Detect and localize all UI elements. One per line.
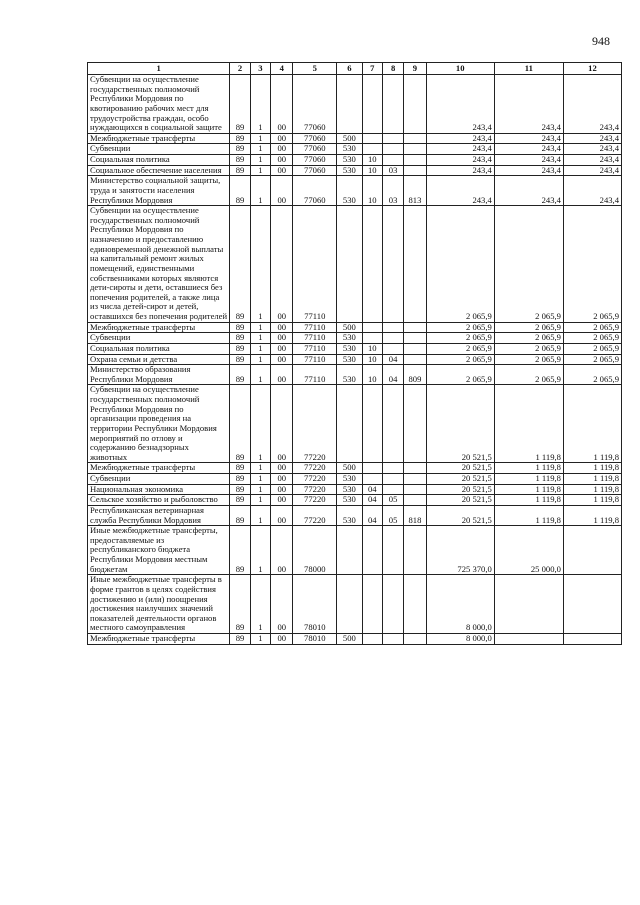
cell-name: Межбюджетные трансферты	[88, 463, 230, 474]
cell-amount-12: 243,4	[563, 144, 621, 155]
cell-code-9	[404, 463, 426, 474]
cell-code-3: 1	[250, 206, 270, 323]
cell-amount-12: 1 119,8	[563, 385, 621, 463]
cell-amount-12: 1 119,8	[563, 463, 621, 474]
cell-code-5: 77110	[293, 322, 337, 333]
cell-amount-10: 243,4	[426, 176, 494, 206]
cell-code-5: 77110	[293, 343, 337, 354]
cell-code-9: 818	[404, 505, 426, 525]
cell-code-7	[362, 144, 382, 155]
cell-name: Национальная экономика	[88, 484, 230, 495]
cell-code-9	[404, 385, 426, 463]
table-row	[88, 176, 622, 206]
cell-amount-10: 2 065,9	[426, 322, 494, 333]
cell-code-7: 10	[362, 343, 382, 354]
cell-amount-11	[494, 634, 563, 645]
cell-amount-10: 20 521,5	[426, 474, 494, 485]
column-header-10: 10	[426, 63, 494, 75]
cell-amount-12: 2 065,9	[563, 206, 621, 323]
cell-code-5: 77110	[293, 354, 337, 365]
cell-code-5: 77220	[293, 505, 337, 525]
cell-code-3: 1	[250, 333, 270, 344]
table-row	[88, 634, 622, 645]
cell-code-9	[404, 484, 426, 495]
cell-code-8: 04	[382, 354, 403, 365]
cell-code-8	[382, 144, 403, 155]
cell-code-9: 813	[404, 176, 426, 206]
cell-code-9	[404, 354, 426, 365]
cell-amount-10: 243,4	[426, 144, 494, 155]
cell-code-2: 89	[230, 526, 250, 575]
cell-code-2: 89	[230, 206, 250, 323]
cell-name: Социальное обеспечение населения	[88, 165, 230, 176]
table-row	[88, 526, 622, 575]
cell-code-3: 1	[250, 144, 270, 155]
cell-code-7	[362, 206, 382, 323]
cell-code-5: 77060	[293, 75, 337, 134]
cell-code-7	[362, 133, 382, 144]
cell-name: Иные межбюджетные трансферты, предоставляемые из республиканского бюджета Республики Мордовия местным бюджетам	[88, 526, 230, 575]
table-row	[88, 206, 622, 323]
cell-code-9	[404, 333, 426, 344]
cell-code-5: 77220	[293, 474, 337, 485]
cell-amount-11: 243,4	[494, 144, 563, 155]
cell-code-9	[404, 165, 426, 176]
cell-code-3: 1	[250, 365, 270, 385]
table-row	[88, 365, 622, 385]
cell-code-6	[337, 575, 362, 634]
cell-code-9	[404, 343, 426, 354]
cell-code-7	[362, 463, 382, 474]
cell-code-3: 1	[250, 155, 270, 166]
table-row	[88, 495, 622, 506]
cell-code-9: 809	[404, 365, 426, 385]
cell-code-3: 1	[250, 474, 270, 485]
cell-code-5: 77060	[293, 176, 337, 206]
cell-amount-12: 243,4	[563, 176, 621, 206]
cell-amount-11: 2 065,9	[494, 206, 563, 323]
table-row	[88, 484, 622, 495]
cell-code-6: 500	[337, 634, 362, 645]
cell-code-8	[382, 133, 403, 144]
cell-code-9	[404, 474, 426, 485]
cell-code-8	[382, 343, 403, 354]
cell-amount-10: 20 521,5	[426, 463, 494, 474]
table-row	[88, 343, 622, 354]
cell-code-5: 77060	[293, 133, 337, 144]
cell-code-4: 00	[271, 474, 293, 485]
cell-amount-12: 1 119,8	[563, 505, 621, 525]
cell-code-4: 00	[271, 75, 293, 134]
cell-name: Министерство социальной защиты, труда и занятости населения Республики Мордовия	[88, 176, 230, 206]
cell-code-8	[382, 322, 403, 333]
cell-amount-10: 243,4	[426, 165, 494, 176]
cell-code-9	[404, 634, 426, 645]
cell-code-3: 1	[250, 343, 270, 354]
cell-amount-10: 2 065,9	[426, 365, 494, 385]
cell-code-8: 04	[382, 365, 403, 385]
cell-name: Социальная политика	[88, 155, 230, 166]
cell-code-7: 10	[362, 165, 382, 176]
cell-code-8	[382, 75, 403, 134]
cell-code-4: 00	[271, 463, 293, 474]
table-row	[88, 155, 622, 166]
cell-code-4: 00	[271, 133, 293, 144]
cell-code-6	[337, 206, 362, 323]
cell-code-7: 04	[362, 484, 382, 495]
table-row	[88, 463, 622, 474]
cell-code-8	[382, 484, 403, 495]
cell-code-3: 1	[250, 176, 270, 206]
table-row	[88, 165, 622, 176]
cell-code-5: 78010	[293, 575, 337, 634]
cell-amount-11: 2 065,9	[494, 322, 563, 333]
cell-name: Межбюджетные трансферты	[88, 634, 230, 645]
cell-amount-12: 2 065,9	[563, 333, 621, 344]
cell-code-3: 1	[250, 354, 270, 365]
table-row	[88, 385, 622, 463]
cell-code-6: 530	[337, 365, 362, 385]
cell-code-5: 78000	[293, 526, 337, 575]
cell-code-7: 04	[362, 495, 382, 506]
cell-code-2: 89	[230, 495, 250, 506]
cell-code-4: 00	[271, 575, 293, 634]
table-row	[88, 354, 622, 365]
cell-code-8	[382, 385, 403, 463]
cell-amount-10: 243,4	[426, 75, 494, 134]
cell-code-5: 77110	[293, 333, 337, 344]
page-number: 948	[592, 34, 610, 48]
cell-code-9	[404, 322, 426, 333]
table-row	[88, 474, 622, 485]
cell-code-4: 00	[271, 322, 293, 333]
cell-code-2: 89	[230, 365, 250, 385]
cell-amount-11: 243,4	[494, 176, 563, 206]
cell-code-3: 1	[250, 165, 270, 176]
cell-code-8	[382, 634, 403, 645]
cell-amount-11: 2 065,9	[494, 333, 563, 344]
cell-amount-12: 2 065,9	[563, 354, 621, 365]
cell-code-5: 77060	[293, 144, 337, 155]
column-header-12: 12	[563, 63, 621, 75]
cell-amount-12: 243,4	[563, 133, 621, 144]
cell-amount-10: 20 521,5	[426, 505, 494, 525]
cell-code-7	[362, 474, 382, 485]
cell-code-6	[337, 526, 362, 575]
cell-amount-10: 20 521,5	[426, 495, 494, 506]
cell-code-3: 1	[250, 495, 270, 506]
cell-code-5: 78010	[293, 634, 337, 645]
column-header-1: 1	[88, 63, 230, 75]
cell-name: Республиканская ветеринарная служба Республики Мордовия	[88, 505, 230, 525]
cell-code-8	[382, 155, 403, 166]
cell-code-9	[404, 495, 426, 506]
table-row	[88, 144, 622, 155]
cell-code-7	[362, 575, 382, 634]
cell-code-7	[362, 526, 382, 575]
cell-amount-10: 8 000,0	[426, 634, 494, 645]
cell-amount-12: 243,4	[563, 155, 621, 166]
cell-code-8	[382, 333, 403, 344]
cell-code-4: 00	[271, 385, 293, 463]
table-row	[88, 322, 622, 333]
cell-amount-11: 243,4	[494, 133, 563, 144]
cell-amount-10: 243,4	[426, 133, 494, 144]
cell-code-6: 530	[337, 333, 362, 344]
cell-code-5: 77110	[293, 365, 337, 385]
cell-name: Министерство образования Республики Мордовия	[88, 365, 230, 385]
cell-amount-11: 1 119,8	[494, 474, 563, 485]
cell-code-3: 1	[250, 133, 270, 144]
cell-code-2: 89	[230, 176, 250, 206]
cell-code-6: 530	[337, 155, 362, 166]
cell-code-2: 89	[230, 133, 250, 144]
cell-amount-11: 2 065,9	[494, 354, 563, 365]
cell-code-6: 500	[337, 133, 362, 144]
cell-code-3: 1	[250, 634, 270, 645]
cell-amount-12	[563, 634, 621, 645]
cell-code-7	[362, 634, 382, 645]
cell-amount-11	[494, 575, 563, 634]
cell-amount-12	[563, 575, 621, 634]
cell-code-7	[362, 322, 382, 333]
cell-code-2: 89	[230, 155, 250, 166]
cell-code-6: 530	[337, 343, 362, 354]
cell-code-6: 500	[337, 322, 362, 333]
cell-amount-11: 2 065,9	[494, 343, 563, 354]
cell-code-2: 89	[230, 575, 250, 634]
cell-code-4: 00	[271, 526, 293, 575]
cell-code-8	[382, 206, 403, 323]
cell-code-8	[382, 526, 403, 575]
cell-code-6: 530	[337, 354, 362, 365]
cell-code-9	[404, 526, 426, 575]
cell-code-2: 89	[230, 322, 250, 333]
cell-code-4: 00	[271, 144, 293, 155]
cell-code-5: 77220	[293, 495, 337, 506]
cell-code-6: 530	[337, 176, 362, 206]
cell-code-4: 00	[271, 165, 293, 176]
cell-code-2: 89	[230, 75, 250, 134]
cell-code-4: 00	[271, 206, 293, 323]
cell-code-6	[337, 75, 362, 134]
cell-code-4: 00	[271, 634, 293, 645]
table-body	[88, 75, 622, 645]
cell-code-2: 89	[230, 354, 250, 365]
cell-amount-12: 1 119,8	[563, 474, 621, 485]
cell-amount-10: 2 065,9	[426, 354, 494, 365]
cell-name: Межбюджетные трансферты	[88, 322, 230, 333]
cell-code-4: 00	[271, 495, 293, 506]
column-header-11: 11	[494, 63, 563, 75]
budget-table	[87, 62, 622, 645]
header-row	[88, 63, 622, 75]
cell-name: Охрана семьи и детства	[88, 354, 230, 365]
cell-amount-10: 20 521,5	[426, 385, 494, 463]
cell-code-4: 00	[271, 365, 293, 385]
cell-code-8: 03	[382, 176, 403, 206]
cell-name: Межбюджетные трансферты	[88, 133, 230, 144]
cell-amount-11: 1 119,8	[494, 484, 563, 495]
column-header-5: 5	[293, 63, 337, 75]
cell-code-8	[382, 474, 403, 485]
cell-code-7: 04	[362, 505, 382, 525]
cell-code-7	[362, 75, 382, 134]
cell-code-4: 00	[271, 505, 293, 525]
cell-name: Иные межбюджетные трансферты в форме грантов в целях содействия достижению и (или) поощрения достижения наилучших значений показателей деятельности органов местного самоуправления	[88, 575, 230, 634]
cell-code-9	[404, 155, 426, 166]
cell-code-2: 89	[230, 144, 250, 155]
cell-amount-11: 1 119,8	[494, 463, 563, 474]
column-header-6: 6	[337, 63, 362, 75]
cell-amount-12: 1 119,8	[563, 495, 621, 506]
cell-code-2: 89	[230, 463, 250, 474]
cell-code-4: 00	[271, 333, 293, 344]
cell-code-9	[404, 144, 426, 155]
cell-code-3: 1	[250, 575, 270, 634]
cell-code-9	[404, 206, 426, 323]
cell-amount-10: 2 065,9	[426, 333, 494, 344]
cell-code-2: 89	[230, 505, 250, 525]
column-header-2: 2	[230, 63, 250, 75]
column-header-3: 3	[250, 63, 270, 75]
cell-amount-11: 2 065,9	[494, 365, 563, 385]
cell-amount-10: 20 521,5	[426, 484, 494, 495]
cell-name: Субвенции на осуществление государственных полномочий Республики Мордовия по назначению и предоставлению единовременной денежной выплаты на капитальный ремонт жилых помещений, единственными собственниками которых являются дети-сироты и дети, оставшиеся без попечения родителей, а также лица из числа детей-сирот и детей, оставшихся без попечения родителей	[88, 206, 230, 323]
cell-code-2: 89	[230, 484, 250, 495]
cell-code-7: 10	[362, 365, 382, 385]
cell-code-7: 10	[362, 176, 382, 206]
cell-code-9	[404, 575, 426, 634]
cell-code-6: 530	[337, 144, 362, 155]
cell-code-2: 89	[230, 165, 250, 176]
cell-code-3: 1	[250, 505, 270, 525]
cell-code-4: 00	[271, 155, 293, 166]
cell-code-2: 89	[230, 343, 250, 354]
cell-code-7: 10	[362, 354, 382, 365]
cell-code-4: 00	[271, 176, 293, 206]
cell-code-5: 77060	[293, 165, 337, 176]
cell-code-6	[337, 385, 362, 463]
cell-code-3: 1	[250, 484, 270, 495]
cell-code-6: 530	[337, 474, 362, 485]
cell-name: Социальная политика	[88, 343, 230, 354]
cell-code-8: 05	[382, 495, 403, 506]
cell-name: Субвенции	[88, 474, 230, 485]
cell-amount-11: 25 000,0	[494, 526, 563, 575]
cell-code-3: 1	[250, 75, 270, 134]
cell-code-6: 530	[337, 505, 362, 525]
cell-code-6: 500	[337, 463, 362, 474]
cell-amount-12: 2 065,9	[563, 322, 621, 333]
cell-code-2: 89	[230, 385, 250, 463]
cell-amount-11: 243,4	[494, 75, 563, 134]
cell-amount-12: 1 119,8	[563, 484, 621, 495]
cell-code-4: 00	[271, 484, 293, 495]
cell-name: Субвенции	[88, 144, 230, 155]
table-row	[88, 133, 622, 144]
cell-amount-11: 243,4	[494, 155, 563, 166]
cell-code-8	[382, 575, 403, 634]
cell-name: Субвенции на осуществление государственных полномочий Республики Мордовия по организации проведения на территории Республики Мордовия мероприятий по отлову и содержанию безнадзорных животных	[88, 385, 230, 463]
cell-code-9	[404, 75, 426, 134]
cell-code-2: 89	[230, 333, 250, 344]
cell-code-5: 77220	[293, 385, 337, 463]
cell-code-3: 1	[250, 322, 270, 333]
cell-code-7	[362, 385, 382, 463]
cell-code-3: 1	[250, 526, 270, 575]
cell-amount-10: 8 000,0	[426, 575, 494, 634]
cell-amount-11: 243,4	[494, 165, 563, 176]
cell-amount-12: 243,4	[563, 75, 621, 134]
cell-amount-12: 243,4	[563, 165, 621, 176]
column-header-9: 9	[404, 63, 426, 75]
table-row	[88, 75, 622, 134]
table-row	[88, 505, 622, 525]
cell-amount-11: 1 119,8	[494, 495, 563, 506]
cell-amount-11: 1 119,8	[494, 385, 563, 463]
cell-name: Сельское хозяйство и рыболовство	[88, 495, 230, 506]
cell-amount-10: 2 065,9	[426, 343, 494, 354]
cell-code-3: 1	[250, 385, 270, 463]
cell-code-8	[382, 463, 403, 474]
cell-code-6: 530	[337, 165, 362, 176]
cell-code-8: 05	[382, 505, 403, 525]
cell-code-4: 00	[271, 354, 293, 365]
column-header-4: 4	[271, 63, 293, 75]
cell-amount-10: 2 065,9	[426, 206, 494, 323]
cell-amount-12: 2 065,9	[563, 365, 621, 385]
cell-code-5: 77220	[293, 463, 337, 474]
cell-name: Субвенции	[88, 333, 230, 344]
cell-amount-12	[563, 526, 621, 575]
cell-amount-10: 243,4	[426, 155, 494, 166]
cell-code-8: 03	[382, 165, 403, 176]
cell-code-2: 89	[230, 634, 250, 645]
cell-code-5: 77110	[293, 206, 337, 323]
cell-code-7: 10	[362, 155, 382, 166]
cell-code-4: 00	[271, 343, 293, 354]
cell-code-2: 89	[230, 474, 250, 485]
cell-code-9	[404, 133, 426, 144]
cell-code-3: 1	[250, 463, 270, 474]
table-row	[88, 333, 622, 344]
cell-amount-11: 1 119,8	[494, 505, 563, 525]
cell-code-5: 77220	[293, 484, 337, 495]
cell-amount-10: 725 370,0	[426, 526, 494, 575]
column-header-7: 7	[362, 63, 382, 75]
cell-name: Субвенции на осуществление государственных полномочий Республики Мордовия по квотированию рабочих мест для трудоустройства граждан, особо нуждающихся в социальной защите	[88, 75, 230, 134]
cell-code-6: 530	[337, 495, 362, 506]
table-row	[88, 575, 622, 634]
cell-code-5: 77060	[293, 155, 337, 166]
column-header-8: 8	[382, 63, 403, 75]
cell-code-7	[362, 333, 382, 344]
cell-amount-12: 2 065,9	[563, 343, 621, 354]
cell-code-6: 530	[337, 484, 362, 495]
